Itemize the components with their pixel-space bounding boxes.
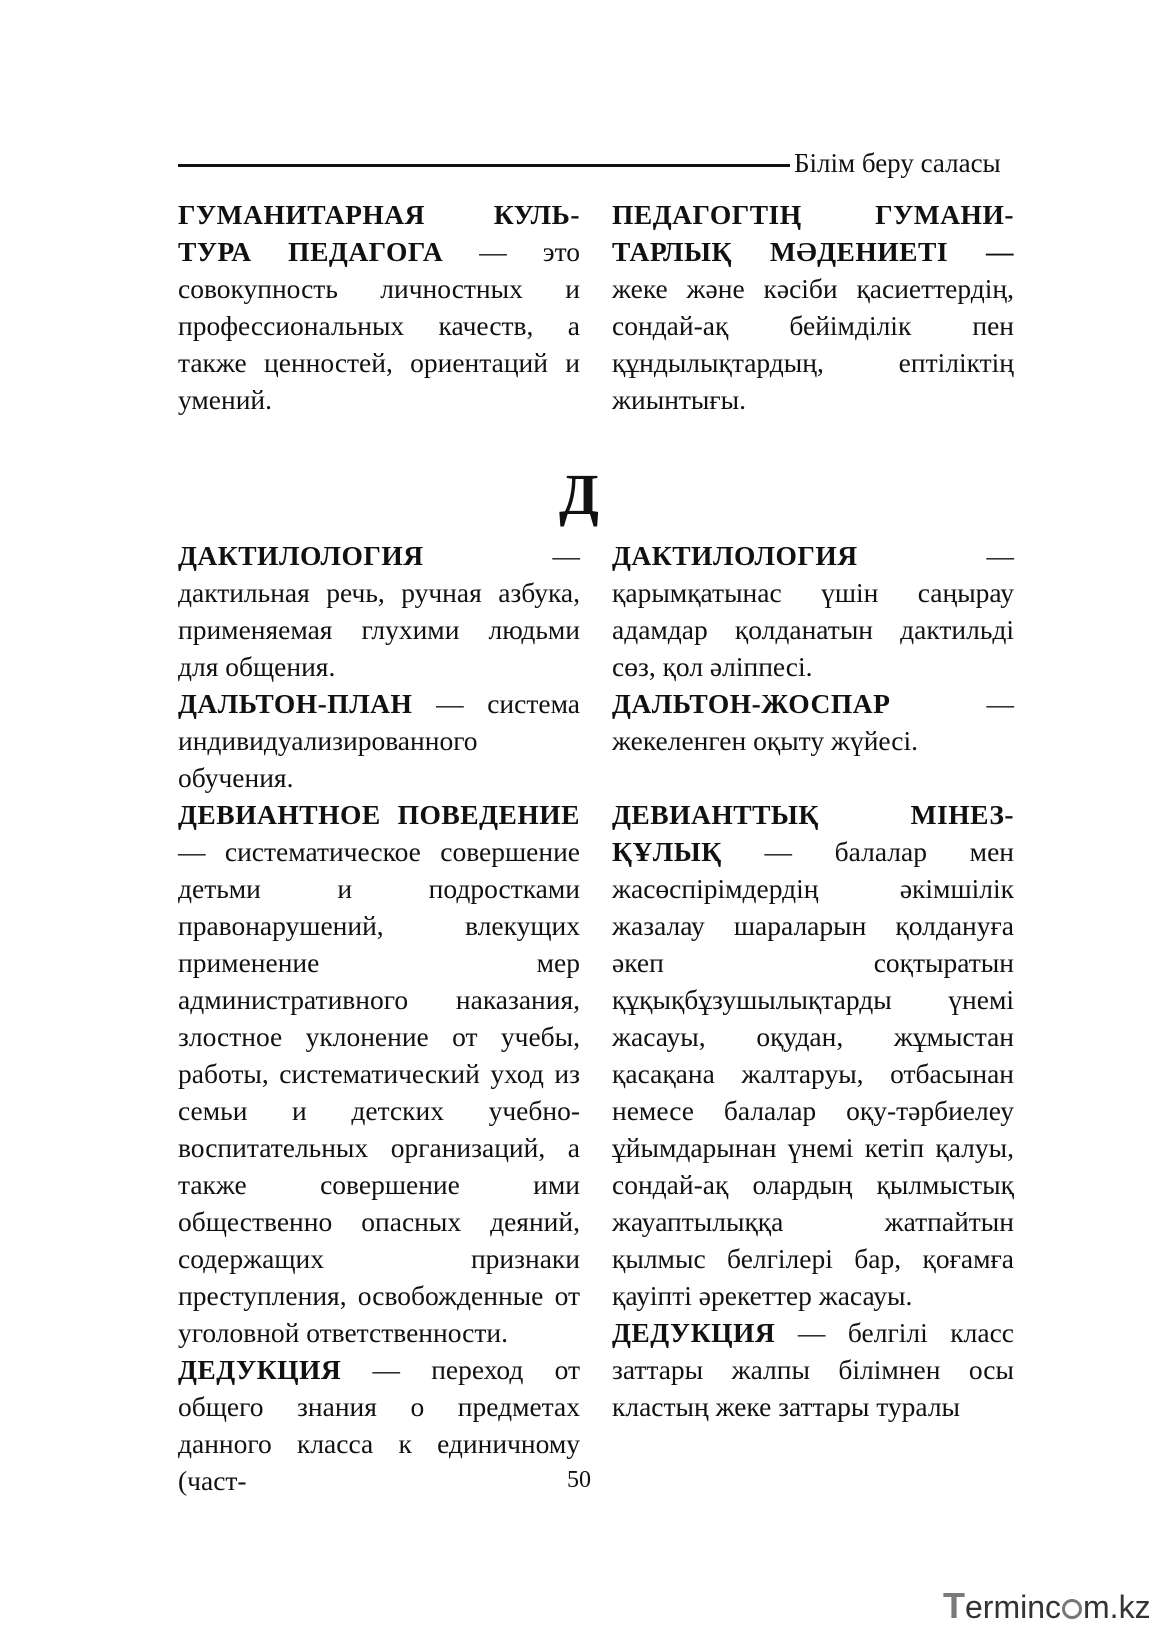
entry-definition: — система индивидуализированного обучения. [178, 688, 580, 793]
spacer [612, 759, 1014, 796]
entry-term: ДЕВИАНТТЫҚ МІНЕЗ-ҚҰЛЫҚ [612, 799, 1014, 867]
watermark-lead: T [943, 1585, 965, 1626]
entry-humanitarian-culture-kz [612, 196, 1014, 418]
site-watermark [943, 1585, 1151, 1626]
entry-definition: — жекеленген оқыту жүйесі. [612, 688, 1014, 756]
entry-definition: жеке және кәсіби қасиеттердің, сондай-ақ бейімділік пен құндылықтардың, ептіліктің жиынтығы. [612, 273, 1014, 415]
top-right-column [612, 196, 1014, 418]
bottom-right-column [612, 537, 1014, 1425]
entry-humanitarian-culture-ru [178, 196, 580, 418]
top-left-column [178, 196, 580, 418]
entry-deduction-kz [612, 1314, 1014, 1425]
entry-deviant-behavior-kz [612, 796, 1014, 1314]
entry-dactylology-kz [612, 537, 1014, 685]
entry-definition: — балалар мен жасөспірімдердің әкімшілік жазалау шараларын қолдануға әкеп соқтыратын құқықбұзушылықтарды үнемі жасауы, оқудан, жұмыстан қасақана жалтаруы, отбасынан немесе балалар оқу-тәрбиелеу ұйымдарынан үнемі кетіп қалуы, сондай-ақ олардың қылмыстық жауаптылыққа жатпайтын қылмыс белгілері бар, қоғамға қауіпті әрекеттер жасауы. [612, 836, 1014, 1311]
magnifier-icon [1062, 1599, 1082, 1619]
entry-term: ДЕВИАНТНОЕ ПОВЕДЕНИЕ [178, 799, 580, 830]
entry-definition: — переход от общего знания о предметах данного класса к единичному (част- [178, 1354, 580, 1496]
entry-term: ДАЛЬТОН-ЖОСПАР [612, 688, 891, 719]
watermark-pre: erminc [965, 1589, 1062, 1625]
page-number: 50 [567, 1467, 591, 1493]
entry-term: ДЕДУКЦИЯ [178, 1354, 342, 1385]
entry-term: ДЕДУКЦИЯ [612, 1317, 776, 1348]
entry-term: ДАКТИЛОЛОГИЯ [612, 540, 858, 571]
section-letter: Д [559, 462, 599, 527]
entry-term: ДАКТИЛОЛОГИЯ [178, 540, 424, 571]
entry-definition: — систематическое совершение детьми и подростками правонарушений, влекущих применение мер административного наказания, злостное уклонение от учебы, работы, систематический уход из семьи и детских учебно-воспитательных организаций, а также совершение ими общественно опасных деяний, содержащих признаки преступления, освобожденные от уголовной ответственности. [178, 836, 580, 1348]
entry-term: ГУМАНИТАРНАЯ КУЛЬ-ТУРА ПЕДАГОГА [178, 199, 580, 267]
header-rule [178, 164, 790, 167]
entry-definition: — это совокупность личностных и профессиональных качеств, а также ценностей, ориентаций и умений. [178, 236, 580, 415]
entry-definition: — белгілі класс заттары жалпы білімнен осы кластың жеке заттары туралы [612, 1317, 1014, 1422]
entry-dactylology-ru [178, 537, 580, 685]
entry-dalton-plan-kz [612, 685, 1014, 759]
entry-term: ДАЛЬТОН-ПЛАН [178, 688, 413, 719]
entry-term: ПЕДАГОГТІҢ ГУМАНИ-ТАРЛЫҚ МӘДЕНИЕТІ — [612, 199, 1014, 267]
bottom-left-column [178, 537, 580, 1499]
entry-definition: — қарымқатынас үшін саңырау адамдар қолданатын дактильді сөз, қол әліппесі. [612, 540, 1014, 682]
entry-definition: — дактильная речь, ручная азбука, применяемая глухими людьми для общения. [178, 540, 580, 682]
entry-dalton-plan-ru [178, 685, 580, 796]
entry-deviant-behavior-ru [178, 796, 580, 1351]
running-header: Білім беру саласы [794, 148, 1001, 178]
watermark-post: m.kz [1083, 1589, 1151, 1625]
